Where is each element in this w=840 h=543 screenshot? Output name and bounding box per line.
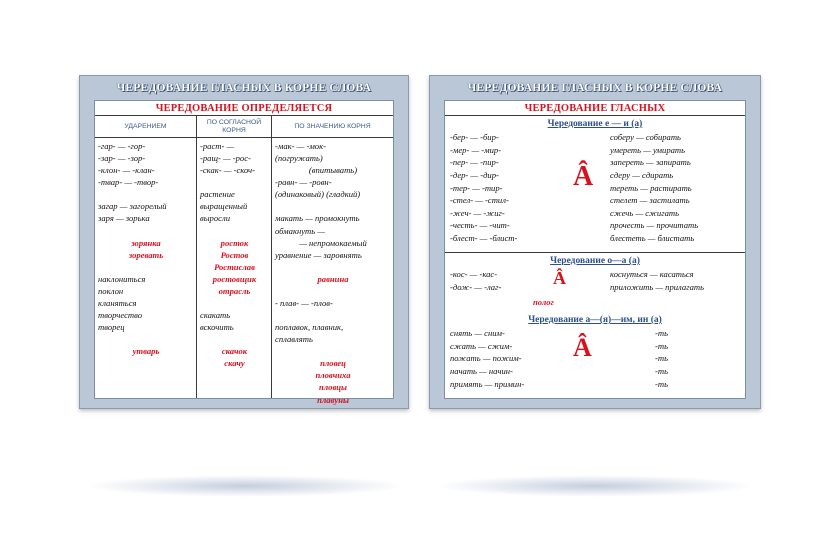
list-item: выращенный xyxy=(200,201,248,212)
list-item: скакать xyxy=(200,310,231,321)
list-item: — непромокаемый xyxy=(299,237,367,248)
verb-pair: снять — сним- xyxy=(450,328,505,339)
list-item: -клон- — -клан- xyxy=(98,165,155,176)
example: стелет — застилать xyxy=(610,195,690,206)
list-item: -скак- — -скоч- xyxy=(200,165,256,176)
hat-letter-icon: Â xyxy=(573,161,594,192)
list-item: (одинаковый) (гладкий) xyxy=(275,189,361,200)
suffix: -ть xyxy=(655,328,668,339)
column-stress xyxy=(95,116,197,398)
exception-word: ростовщик xyxy=(212,273,257,284)
list-item: сплавлять xyxy=(275,334,313,345)
root-pair: -честь- — -чит- xyxy=(450,220,510,231)
exception-word: пловец xyxy=(320,358,346,369)
list-item: обмакнуть — xyxy=(275,225,325,236)
list-item: заря — зорька xyxy=(98,213,150,224)
root-pair: -жеч- — -жиг- xyxy=(450,207,505,218)
verb-pair: начать — начин- xyxy=(450,366,513,377)
root-pair: -блест- — -блист- xyxy=(450,233,518,243)
right-poster-shadow xyxy=(435,475,755,497)
columns xyxy=(95,116,393,405)
section-title: Чередование а—(я)—им, ин (а) xyxy=(528,315,662,325)
column-header: ПО СОГЛАСНОЙ КОРНЯ xyxy=(197,116,271,138)
exception-word: скачок xyxy=(221,346,248,357)
exception-word: зорянка xyxy=(131,237,161,248)
list-item: -твар- — -твор- xyxy=(98,177,159,188)
list-item: (впитывать) xyxy=(308,165,358,176)
root-pair: -бер- — -бир- xyxy=(450,132,499,143)
exception-word: росток xyxy=(220,237,249,248)
suffix: -ть xyxy=(655,366,668,377)
left-poster-shadow xyxy=(85,475,405,497)
suffix: -ть xyxy=(655,340,668,351)
list-item: -ращ- — -рос- xyxy=(200,153,251,164)
list-item: творчество xyxy=(98,310,143,321)
verb-pair: пожать — пожим- xyxy=(450,353,522,364)
exception-word: Ростов xyxy=(220,249,249,260)
section-a-im xyxy=(445,313,745,390)
list-item: кланяться xyxy=(98,297,137,308)
example: сдеру — сдирать xyxy=(610,170,674,181)
exception-word: равнина xyxy=(317,273,349,284)
root-pair: -дер- — -дир- xyxy=(450,170,499,181)
poster-subtitle: ЧЕРЕДОВАНИЕ ОПРЕДЕЛЯЕТСЯ xyxy=(95,101,393,116)
poster-body xyxy=(444,100,746,399)
verb-pair: примять — примин- xyxy=(450,378,525,389)
list-item: (погружать) xyxy=(275,153,323,164)
column-header: УДАРЕНИЕМ xyxy=(95,116,196,138)
poster-subtitle: ЧЕРЕДОВАНИЕ ГЛАСНЫХ xyxy=(445,101,745,116)
list-item: загар — загорелый xyxy=(98,201,167,212)
root-pair: -стел- — -стил- xyxy=(450,195,509,206)
exception-word: скачу xyxy=(224,358,245,369)
list-item: -равн- — -ровн- xyxy=(275,177,332,188)
list-item: макать — промокнуть xyxy=(275,213,360,224)
right-poster xyxy=(429,75,761,409)
example: сжечь — сжигать xyxy=(610,207,679,218)
verb-pair: сжать — сжим- xyxy=(450,340,513,351)
root-pair: -тер- — -тир- xyxy=(450,182,503,193)
list-item: вскочить xyxy=(200,322,234,333)
left-poster xyxy=(79,75,409,409)
list-item: выросли xyxy=(200,213,231,224)
list-item: поплавок, плавник, xyxy=(275,322,344,333)
list-item: наклониться xyxy=(98,273,146,284)
list-item: -зар- — -зор- xyxy=(98,153,146,164)
example: запереть — запирать xyxy=(610,157,691,168)
exception-word: плавуны xyxy=(317,394,349,405)
example: прочесть — прочитать xyxy=(610,220,699,231)
section-o-a xyxy=(445,254,745,312)
hat-letter-icon: Â xyxy=(553,268,566,288)
root-pair: -пер- — -пир- xyxy=(450,157,499,168)
suffix: -ть xyxy=(655,353,668,364)
exception-word: пловчиха xyxy=(315,370,351,381)
list-item: -мак- — -мок- xyxy=(275,141,326,151)
root-pair: -мер- — -мир- xyxy=(450,144,502,155)
exception-word: отрасль xyxy=(218,285,251,296)
hat-letter-icon: Â xyxy=(573,333,592,362)
section-title: Чередование е — и (а) xyxy=(547,119,643,129)
example: тереть — растирать xyxy=(610,182,692,193)
exception-word: утварь xyxy=(132,346,160,357)
poster-body xyxy=(94,100,394,405)
example: коснуться — касаться xyxy=(610,269,694,280)
example: блестеть — блистать xyxy=(610,233,695,243)
exception-word: полог xyxy=(533,297,554,307)
example: приложить — прилагать xyxy=(610,281,704,292)
list-item: уравнение — заровнять xyxy=(275,249,362,260)
list-item: - плав- — -плов- xyxy=(275,297,333,308)
section-e-i xyxy=(445,117,745,253)
poster-title: ЧЕРЕДОВАНИЕ ГЛАСНЫХ В КОРНЕ СЛОВА xyxy=(434,79,756,97)
root-pair: -дож- — -лаг- xyxy=(450,281,502,292)
root-pair: -кос- — -кас- xyxy=(450,269,498,280)
exception-word: Ростислав xyxy=(214,261,255,272)
column-header: ПО ЗНАЧЕНИЮ КОРНЯ xyxy=(272,116,393,138)
example: умереть — умирать xyxy=(610,144,686,155)
list-item: творец xyxy=(98,322,125,333)
suffix: -ть xyxy=(655,378,668,389)
list-item: растение xyxy=(200,189,235,200)
poster-title: ЧЕРЕДОВАНИЕ ГЛАСНЫХ В КОРНЕ СЛОВА xyxy=(84,79,404,97)
section-title: Чередование о—а (а) xyxy=(550,256,640,266)
exception-word: зоревать xyxy=(128,249,164,260)
list-item: -раст- — xyxy=(200,141,235,151)
column-meaning xyxy=(272,116,393,405)
example: соберу — собирать xyxy=(610,132,681,143)
list-item: поклон xyxy=(98,285,124,296)
exception-word: пловцы xyxy=(318,382,348,393)
list-item: -гар- — -гор- xyxy=(98,141,146,151)
column-consonant xyxy=(197,116,272,398)
